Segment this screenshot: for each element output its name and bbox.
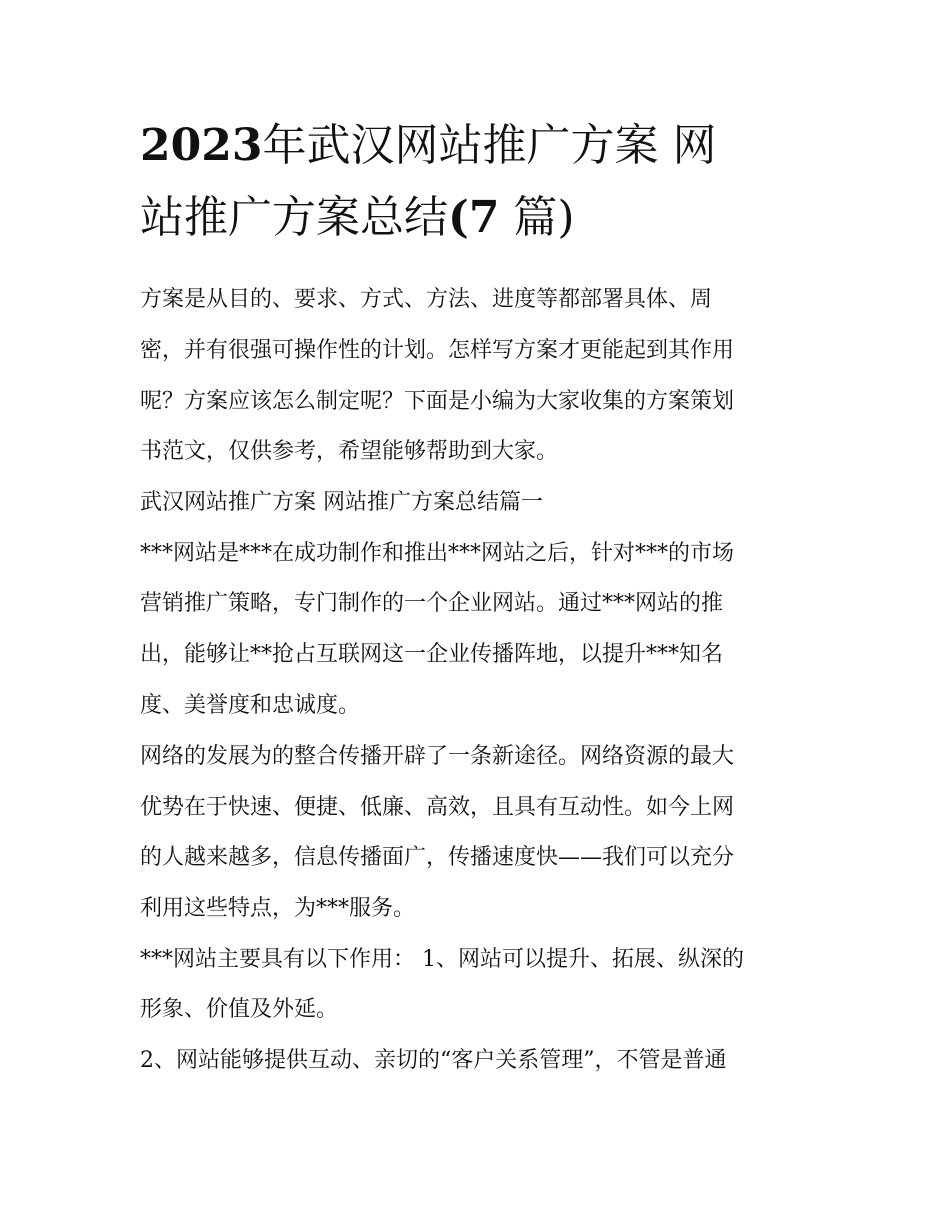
body-line: 网络的发展为的整合传播开辟了一条新途径。网络资源的最大 bbox=[140, 744, 735, 769]
body-line: 的人越来越多，信息传播面广，传播速度快——我们可以充分 bbox=[140, 845, 735, 870]
title-text-1: 年武汉网站推广方案 网 bbox=[262, 120, 717, 171]
body-line: 优势在于快速、便捷、低廉、高效，且具有互动性。如今上网 bbox=[140, 795, 735, 820]
body-line: 2、网站能够提供互动、亲切的“客户关系管理”，不管是普通 bbox=[140, 1048, 727, 1073]
body-line: ***网站是***在成功制作和推出***网站之后，针对***的市场 bbox=[140, 541, 735, 566]
section-heading: 武汉网站推广方案 网站推广方案总结篇一 bbox=[140, 490, 543, 515]
body-line: 书范文，仅供参考，希望能够帮助到大家。 bbox=[140, 439, 559, 464]
body-line: 度、美誉度和忠诚度。 bbox=[140, 693, 361, 718]
body-line: 形象、价值及外延。 bbox=[140, 997, 339, 1022]
document-title-line-2 bbox=[140, 184, 820, 252]
body-line: 方案是从目的、要求、方式、方法、进度等都部署具体、周 bbox=[140, 287, 713, 312]
body-line: ***网站主要具有以下作用： 1、网站可以提升、拓展、纵深的 bbox=[140, 947, 744, 972]
body-line: 利用这些特点，为***服务。 bbox=[140, 896, 416, 921]
body-line: 出，能够让**抢占互联网这一企业传播阵地，以提升***知名 bbox=[140, 642, 724, 667]
title-text-2: 站推广方案总结 bbox=[140, 192, 448, 243]
body-line: 呢？方案应该怎么制定呢？下面是小编为大家收集的方案策划 bbox=[140, 389, 735, 414]
document-title-line-1 bbox=[140, 112, 820, 180]
title-year: 2023 bbox=[140, 120, 263, 171]
title-text-3: 篇) bbox=[499, 192, 575, 243]
body-line: 密，并有很强可操作性的计划。怎样写方案才更能起到其作用 bbox=[140, 338, 735, 363]
body-line: 营销推广策略，专门制作的一个企业网站。通过***网站的推 bbox=[140, 591, 724, 616]
title-count: (7 bbox=[448, 192, 500, 243]
